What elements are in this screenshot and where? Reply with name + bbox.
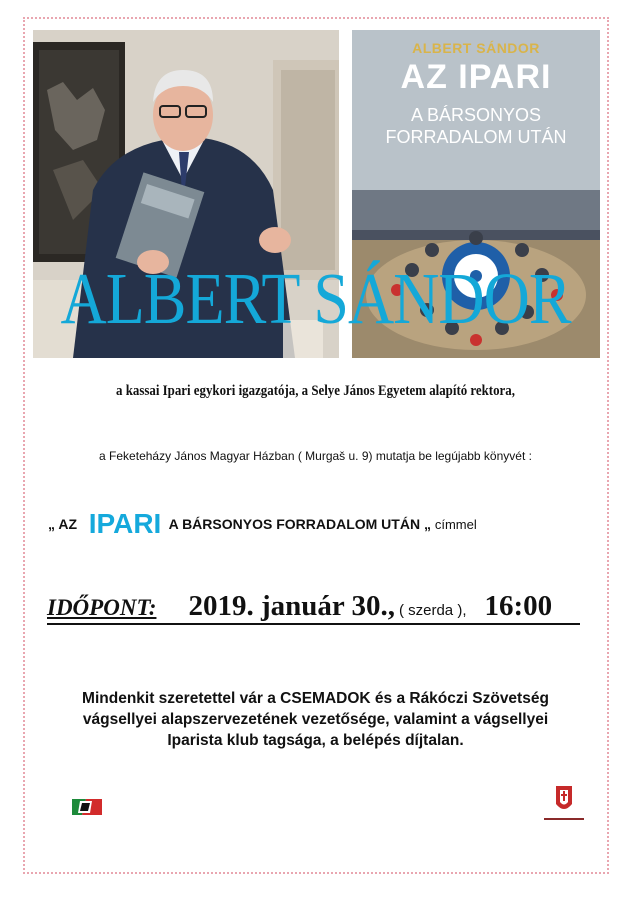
rakoczi-logo-icon — [536, 780, 592, 830]
schedule-time: 16:00 — [484, 590, 553, 622]
cover-title-main: AZ IPARI — [400, 58, 552, 96]
csemadok-logo-icon — [70, 795, 104, 819]
speaker-intro: a kassai Ipari egykori igazgatója, a Selye János Egyetem alapító rektora, — [116, 383, 515, 399]
speaker-name-headline: ALBERT SÁNDOR — [60, 257, 571, 340]
schedule-line — [47, 590, 552, 623]
book-title-open-quote: „ AZ — [48, 516, 78, 532]
cover-title-sub-line1: A BÁRSONYOS — [410, 105, 542, 125]
schedule-date: 2019. január 30., — [188, 590, 395, 622]
invitation-line1: Mindenkit szeretettel vár a CSEMADOK és a Rákóczi Szövetség — [82, 690, 549, 707]
cover-title-sub — [352, 104, 600, 148]
cover-author: ALBERT SÁNDOR — [412, 40, 540, 56]
invitation-line2: vágsellyei alapszervezetének vezetősége, valamint a vágsellyei — [82, 711, 549, 728]
book-title-ipari: IPARI — [88, 508, 162, 539]
cover-title-sub-line2: FORRADALOM UTÁN — [385, 127, 567, 147]
invitation-text — [0, 688, 631, 751]
schedule-underline — [47, 623, 580, 625]
invitation-line3: Iparista klub tagsága, a belépés díjtalan. — [167, 732, 464, 749]
schedule-day: ( szerda ), — [398, 602, 467, 619]
book-title-line — [48, 508, 608, 540]
venue-line: a Feketeházy János Magyar Házban ( Murgaš u. 9) mutatja be legújabb könyvét : — [99, 449, 532, 463]
schedule-label: IDŐPONT: — [47, 595, 157, 620]
book-title-rest: A BÁRSONYOS FORRADALOM UTÁN — [168, 516, 421, 532]
book-title-suffix: címmel — [434, 517, 477, 532]
book-title-close-quote: „ — [423, 516, 431, 532]
